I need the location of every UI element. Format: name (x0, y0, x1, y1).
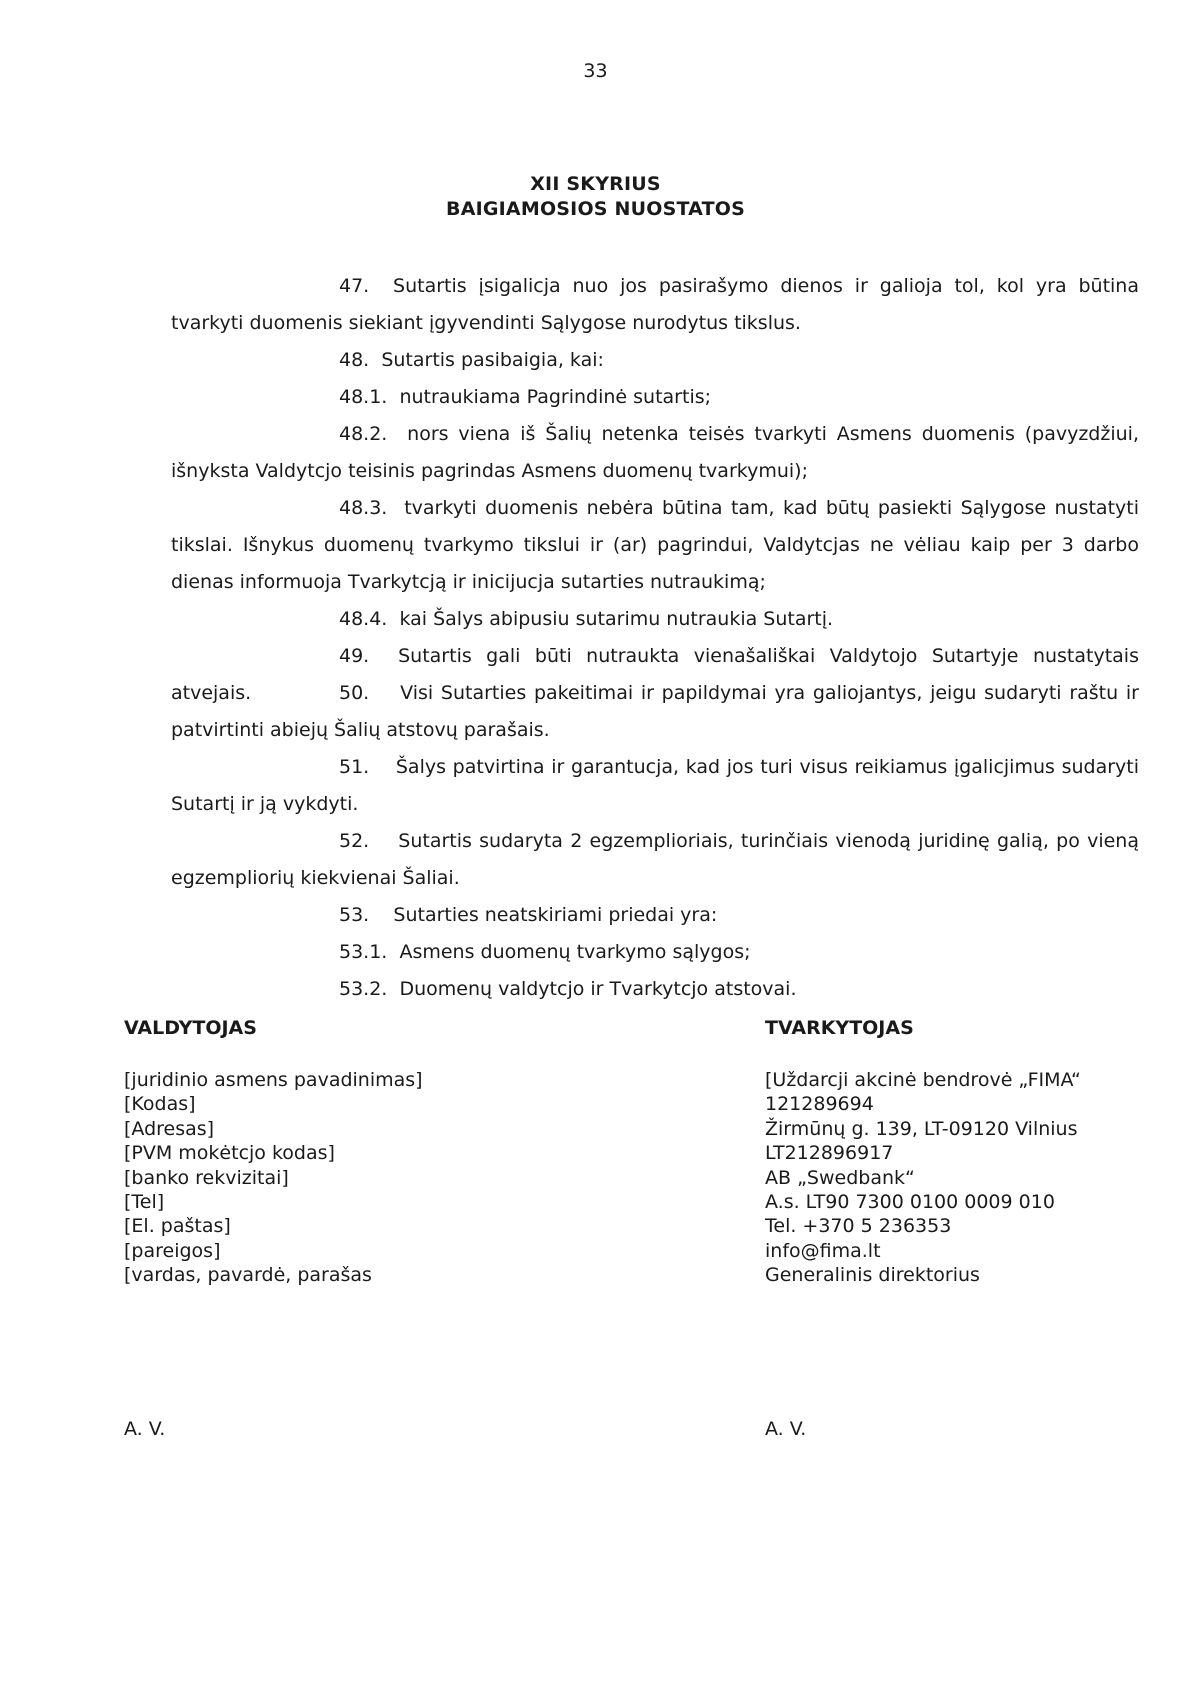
party-detail-line: A.s. LT90 7300 0100 0009 010 (765, 1191, 1055, 1214)
paragraph-49: 49. Sutartis gali būti nutraukta vienašališkai Valdytojo Sutartyje nustatytais atvejais. (171, 645, 1139, 704)
party-detail-line: Generalinis direktorius (765, 1264, 980, 1287)
paragraph-47: 47. Sutartis įsigalicja nuo jos pasirašymo dienos ir galioja tol, kol yra būtina tvarkyti duomenis siekiant įgyvendinti Sąlygose nurodytus tikslus. (171, 275, 1139, 334)
stamp-placeholder-right: A. V. (765, 1418, 807, 1440)
party-title: VALDYTOJAS (124, 1017, 257, 1039)
party-processor (765, 1016, 1081, 1288)
party-detail-line: info@fima.lt (765, 1239, 881, 1262)
paragraph-53: 53. Sutarties neatskiriami priedai yra: (339, 904, 718, 926)
party-detail-line: [El. paštas] (124, 1215, 231, 1238)
party-detail-line: [PVM mokėtcjo kodas] (124, 1142, 335, 1165)
party-detail-line: [Kodas] (124, 1093, 196, 1116)
party-controller (124, 1016, 423, 1288)
page-number: 33 (583, 60, 608, 82)
paragraph-48: 48. Sutartis pasibaigia, kai: (339, 349, 604, 371)
stamp-placeholder-left: A. V. (124, 1418, 166, 1440)
party-title: TVARKYTOJAS (765, 1017, 914, 1039)
party-detail-line: [juridinio asmens pavadinimas] (124, 1069, 423, 1091)
party-detail-line: [vardas, pavardė, parašas (124, 1264, 372, 1287)
party-detail-line: [Uždarcji akcinė bendrovė „FIMA“ (765, 1069, 1081, 1091)
party-detail-line: [banko rekvizitai] (124, 1166, 289, 1189)
party-detail-line: 121289694 (765, 1093, 874, 1116)
paragraph-48-2: 48.2. nors viena iš Šalių netenka teisės tvarkyti Asmens duomenis (pavyzdžiui, išnyksta Valdytcjo teisinis pagrindas Asmens duomenų tvarkymui); (171, 423, 1139, 482)
paragraph-51: 51. Šalys patvirtina ir garantucja, kad jos turi visus reikiamus įgalicjimus sudaryti Sutartį ir ją vykdyti. (171, 756, 1139, 815)
party-detail-line: AB „Swedbank“ (765, 1166, 915, 1189)
party-detail-line: Tel. +370 5 236353 (765, 1215, 952, 1238)
section-title: BAIGIAMOSIOS NUOSTATOS (446, 198, 745, 220)
paragraph-53-1: 53.1. Asmens duomenų tvarkymo sąlygos; (339, 941, 751, 963)
paragraph-48-1: 48.1. nutraukiama Pagrindinė sutartis; (339, 386, 712, 408)
paragraph-48-3: 48.3. tvarkyti duomenis nebėra būtina tam, kad būtų pasiekti Sąlygose nustatyti tikslai. Išnykus duomenų tvarkymo tikslui ir (ar) pagrindui, Valdytcjas ne vėliau kaip per 3 darbo dienas informuoja Tvarkytcją ir inicijucja sutarties nutraukimą; (171, 497, 1139, 593)
party-detail-line: [Adresas] (124, 1117, 215, 1140)
party-detail-line: [pareigos] (124, 1239, 221, 1262)
paragraph-53-2: 53.2. Duomenų valdytcjo ir Tvarkytcjo atstovai. (339, 978, 797, 1000)
party-detail-line: Žirmūnų g. 139, LT-09120 Vilnius (765, 1117, 1078, 1140)
paragraph-50: 50. Visi Sutarties pakeitimai ir papildymai yra galiojantys, jeigu sudaryti raštu ir patvirtinti abiejų Šalių atstovų parašais. (171, 682, 1139, 741)
party-detail-line: [Tel] (124, 1191, 165, 1214)
chapter-heading: XII SKYRIUS (530, 173, 661, 195)
paragraph-52: 52. Sutartis sudaryta 2 egzemplioriais, turinčiais vienodą juridinę galią, po vieną egzempliorių kiekvienai Šaliai. (171, 830, 1139, 889)
party-detail-line: LT212896917 (765, 1142, 894, 1165)
paragraph-48-4: 48.4. kai Šalys abipusiu sutarimu nutraukia Sutartį. (339, 608, 834, 630)
